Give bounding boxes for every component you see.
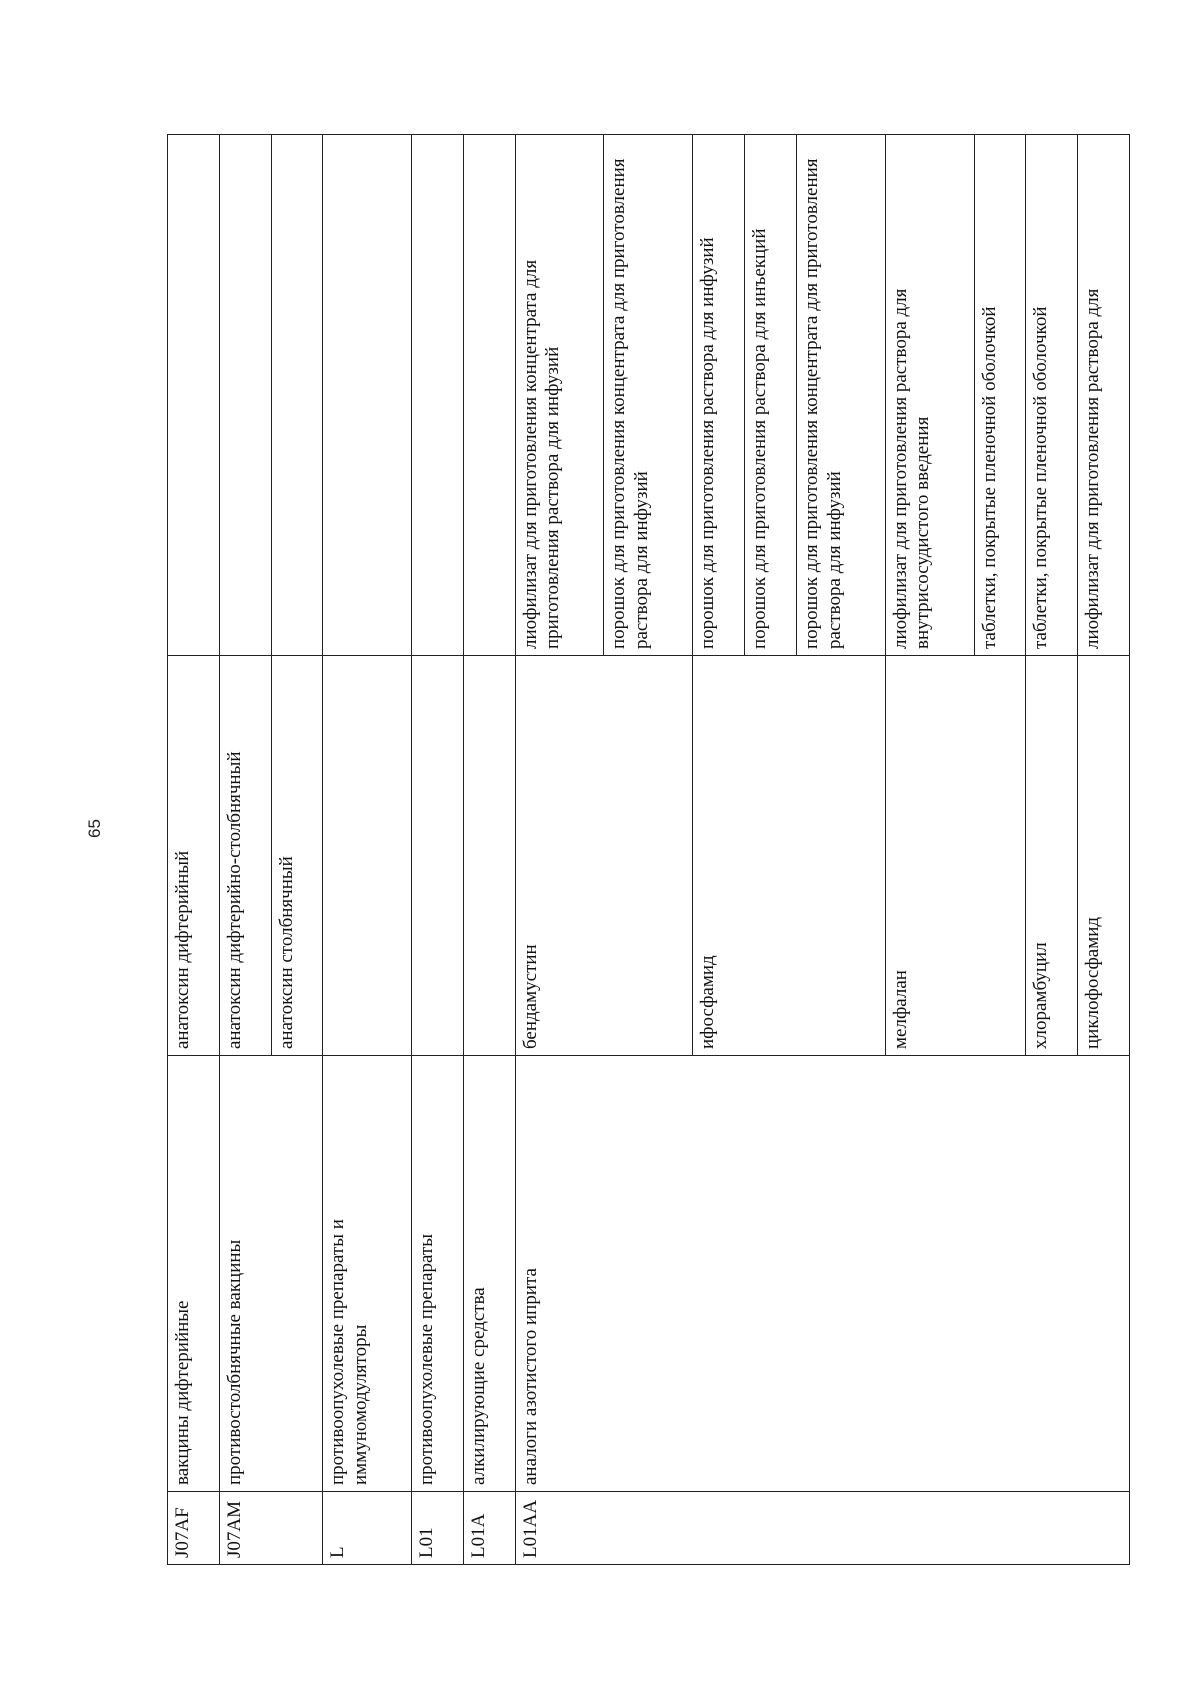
dosage-form-cell: лиофилизат для приготовления концентрата для приготовления раствора для инфузий	[515, 135, 604, 656]
table-row	[463, 135, 515, 1565]
pharm-group-cell: алкилирующие средства	[463, 1056, 515, 1492]
atc-code-cell: L	[323, 1492, 412, 1565]
drug-name-cell: бендамустин	[515, 656, 693, 1056]
table-row	[219, 135, 271, 1565]
atc-code-cell: J07AF	[168, 1492, 220, 1565]
pharm-group-cell: аналоги азотистого иприта	[515, 1056, 1129, 1492]
drug-name-cell: анатоксин столбнячный	[271, 656, 323, 1056]
drug-name-cell	[323, 656, 412, 1056]
drug-name-cell: хлорамбуцил	[1026, 656, 1078, 1056]
dosage-form-cell: порошок для приготовления концентрата для приготовления раствора для инфузий	[604, 135, 693, 656]
drug-list-table	[167, 134, 1130, 1565]
pharm-group-cell: вакцины дифтерийные	[168, 1056, 220, 1492]
dosage-form-cell	[323, 135, 412, 656]
drug-name-cell: ифосфамид	[693, 656, 885, 1056]
atc-code-cell: L01	[412, 1492, 464, 1565]
drug-name-cell: анатоксин дифтерийный	[168, 656, 220, 1056]
table-row	[515, 135, 604, 1565]
drug-list-table-frame	[167, 135, 1130, 1565]
drug-name-cell: анатоксин дифтерийно-столбнячный	[219, 656, 271, 1056]
drug-name-cell: мелфалан	[885, 656, 1026, 1056]
pharm-group-cell: противостолбнячные вакцины	[219, 1056, 323, 1492]
dosage-form-cell: лиофилизат для приготовления раствора для внутрисосудистого введения	[885, 135, 974, 656]
dosage-form-cell: порошок для приготовления раствора для инъекций	[745, 135, 797, 656]
dosage-form-cell: лиофилизат для приготовления раствора для	[1078, 135, 1130, 656]
dosage-form-cell	[168, 135, 220, 656]
page-number: 65	[85, 819, 104, 838]
drug-name-cell	[463, 656, 515, 1056]
dosage-form-cell	[219, 135, 271, 656]
pharm-group-cell: противоопухолевые препараты	[412, 1056, 464, 1492]
dosage-form-cell: порошок для приготовления раствора для инфузий	[693, 135, 745, 656]
atc-code-cell: L01A	[463, 1492, 515, 1565]
drug-name-cell: циклофосфамид	[1078, 656, 1130, 1056]
table-row	[168, 135, 220, 1565]
atc-code-cell: L01AA	[515, 1492, 1129, 1565]
dosage-form-cell: порошок для приготовления концентрата для приготовления раствора для инфузий	[796, 135, 885, 656]
drug-name-cell	[412, 656, 464, 1056]
dosage-form-cell: таблетки, покрытые пленочной оболочкой	[974, 135, 1026, 656]
dosage-form-cell	[463, 135, 515, 656]
dosage-form-cell: таблетки, покрытые пленочной оболочкой	[1026, 135, 1078, 656]
dosage-form-cell	[412, 135, 464, 656]
dosage-form-cell	[271, 135, 323, 656]
pharm-group-cell: противоопухолевые препараты и иммуномодуляторы	[323, 1056, 412, 1492]
table-row	[323, 135, 412, 1565]
table-row	[412, 135, 464, 1565]
atc-code-cell: J07AM	[219, 1492, 323, 1565]
